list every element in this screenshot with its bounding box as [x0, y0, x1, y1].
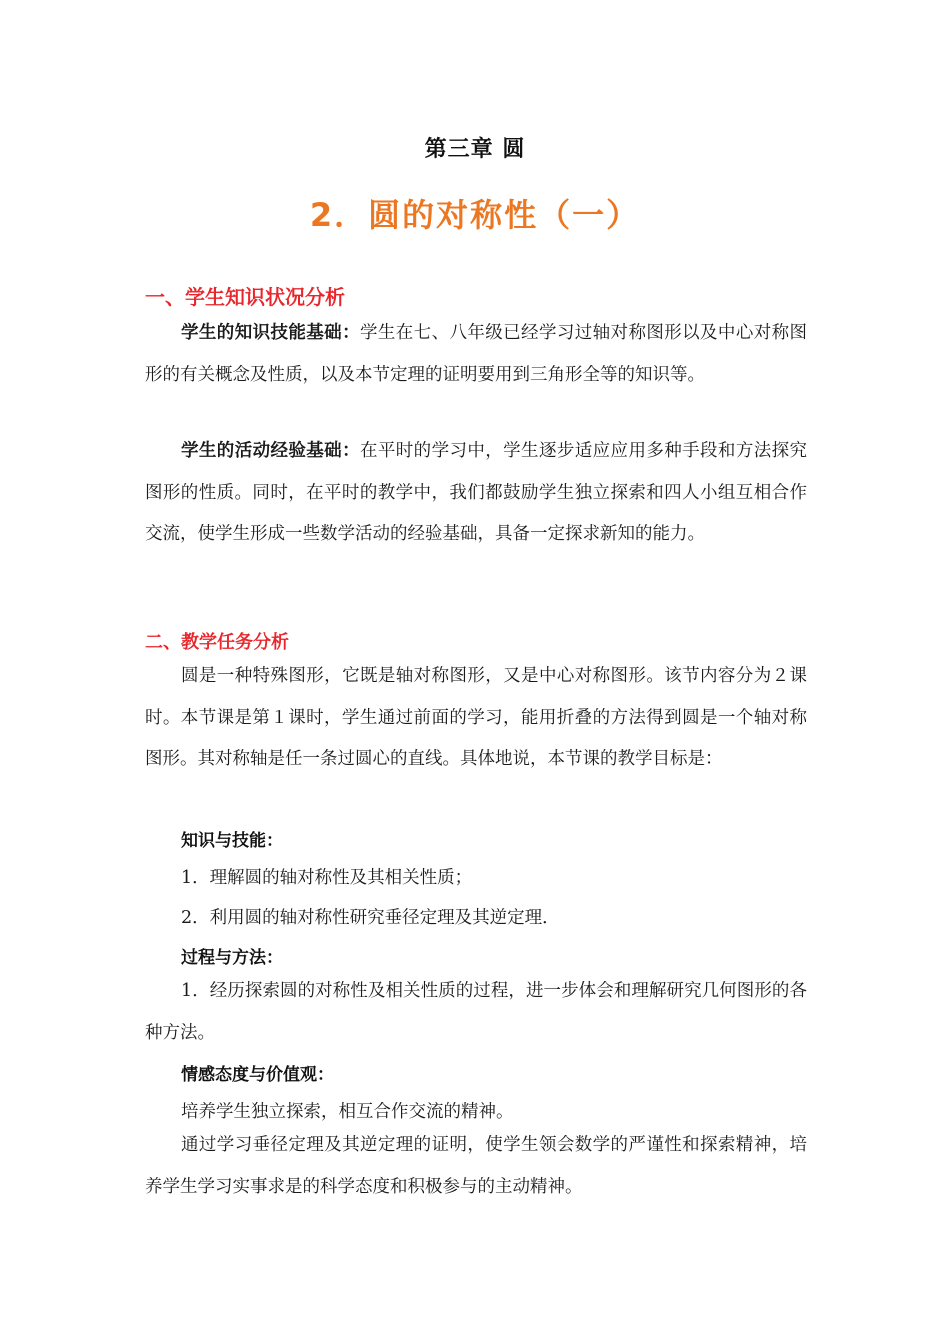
- paragraph-process-item: 1．经历探索圆的对称性及相关性质的过程，进一步体会和理解研究几何图形的各种方法。: [145, 981, 807, 1043]
- paragraph-emotion-item: 通过学习垂径定理及其逆定理的证明，使学生领会数学的严谨性和探索精神，培养学生学习实事求是的科学态度和积极参与的主动精神。: [145, 1135, 807, 1197]
- chapter-title: 第三章 圆: [424, 137, 526, 162]
- paragraph-knowledge-basis: [145, 313, 807, 396]
- subheading-knowledge-skills: 知识与技能：: [181, 831, 283, 851]
- section-heading-student-analysis: 一、学生知识状况分析: [145, 285, 345, 309]
- list-item: 培养学生独立探索，相互合作交流的精神。: [181, 1102, 514, 1122]
- lesson-title: 2．圆的对称性（一）: [309, 196, 641, 234]
- subheading-process-methods: 过程与方法：: [181, 948, 283, 968]
- paragraph-body: 在平时的学习中，学生逐步适应应用多种手段和方法探究图形的性质。同时，在平时的教学中，我们都鼓励学生独立探索和四人小组互相合作交流，使学生形成一些数学活动的经验基础，具备一定探求新知的能力。: [145, 441, 808, 544]
- section-heading-task-analysis: 二、教学任务分析: [145, 632, 289, 653]
- paragraph-activity-basis: [145, 431, 807, 556]
- paragraph-lead: 学生的活动经验基础：: [181, 441, 360, 461]
- list-item: 1．理解圆的轴对称性及其相关性质；: [181, 868, 473, 888]
- paragraph-lead: 学生的知识技能基础：: [181, 323, 360, 343]
- list-item: 2．利用圆的轴对称性研究垂径定理及其逆定理．: [181, 908, 560, 928]
- paragraph-body: 学生在七、八年级已经学习过轴对称图形以及中心对称图形的有关概念及性质，以及本节定理的证明要用到三角形全等的知识等。: [145, 323, 808, 385]
- subheading-emotion-values: 情感态度与价值观：: [181, 1065, 334, 1085]
- paragraph-task-intro: 圆是一种特殊图形，它既是轴对称图形，又是中心对称图形。该节内容分为２课时。本节课是第１课时，学生通过前面的学习，能用折叠的方法得到圆是一个轴对称图形。其对称轴是任一条过圆心的直线。具体地说，本节课的教学目标是：: [145, 666, 807, 769]
